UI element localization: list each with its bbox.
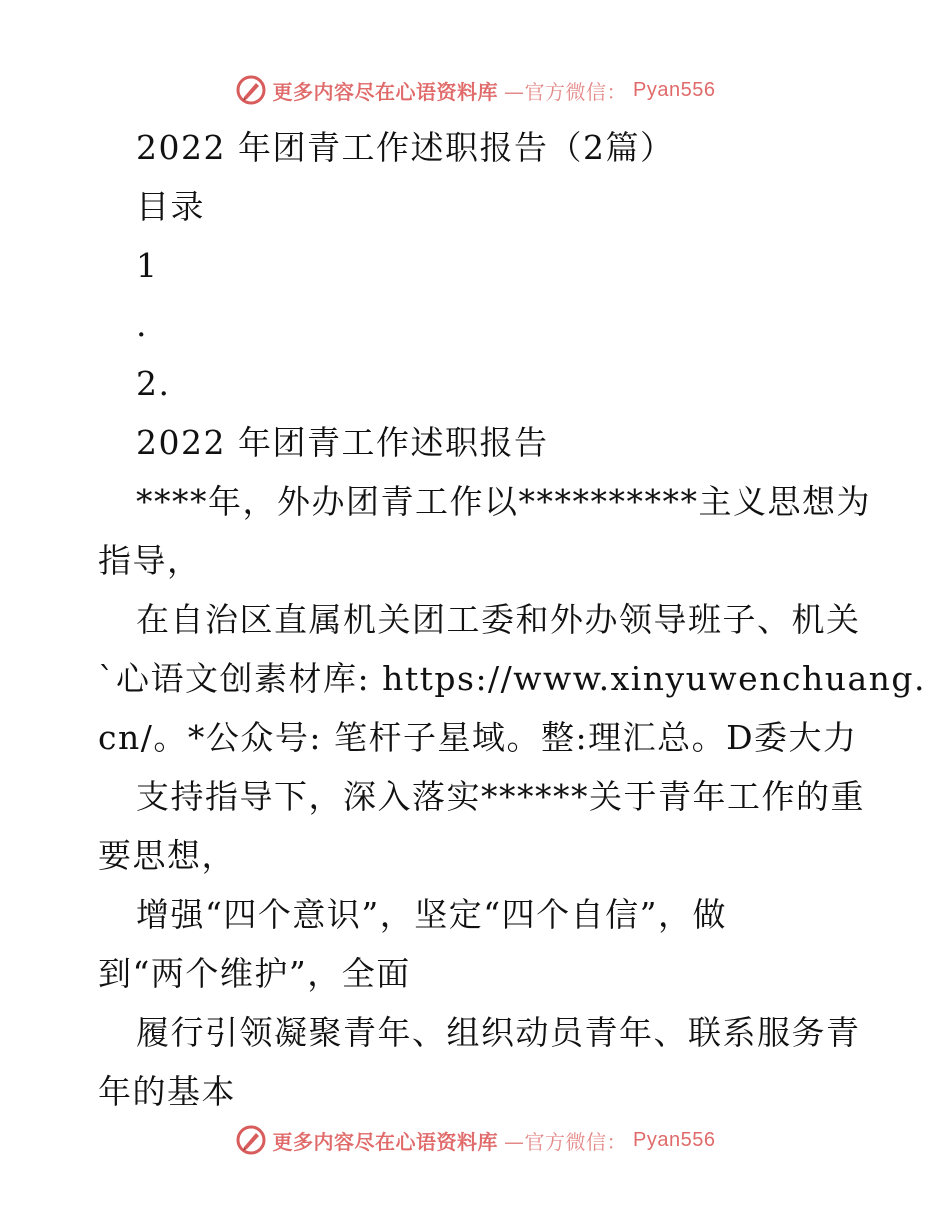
toc-item-2: 2. xyxy=(136,364,171,403)
paragraph-line: 增强“四个意识”，坚定“四个自信”，做 xyxy=(136,895,727,934)
paragraph-line: 要思想， xyxy=(98,836,236,875)
paragraph-line: 指导， xyxy=(98,541,202,580)
footer-watermark xyxy=(0,1120,950,1160)
paragraph-line: ˋ心语文创素材库: https://www.xinyuwenchuang. xyxy=(98,659,926,698)
watermark-wechat-id: Pyan556 xyxy=(633,1128,716,1151)
paragraph-line: 年的基本 xyxy=(98,1072,236,1111)
watermark-wechat-id: Pyan556 xyxy=(633,78,716,101)
document-body xyxy=(98,118,926,1121)
paragraph-line: 在自治区直属机关团工委和外办领导班子、机关 xyxy=(136,600,861,639)
toc-heading: 目录 xyxy=(136,187,205,226)
paragraph-line: cn/。*公众号: 笔杆子星域。整:理汇总。D委大力 xyxy=(98,718,858,757)
pen-logo-icon xyxy=(235,1124,267,1156)
pen-logo-icon xyxy=(235,74,267,106)
paragraph-line: 到“两个维护”，全面 xyxy=(98,954,411,993)
header-watermark xyxy=(0,70,950,110)
paragraph-line: ****年，外办团青工作以**********主义思想为 xyxy=(136,482,871,521)
watermark-wechat-label: —官方微信： xyxy=(504,79,628,104)
watermark-wechat-label: —官方微信： xyxy=(504,1129,628,1154)
watermark-site-name: 更多内容尽在心语资料库 xyxy=(272,1129,499,1154)
paragraph-line: 履行引领凝聚青年、组织动员青年、联系服务青 xyxy=(136,1013,861,1052)
toc-item-1: 1 xyxy=(136,246,159,285)
watermark-site-name: 更多内容尽在心语资料库 xyxy=(272,79,499,104)
section-title: 2022 年团青工作述职报告 xyxy=(136,423,549,462)
toc-item-1-dot: . xyxy=(136,305,148,344)
paragraph-line: 支持指导下，深入落实******关于青年工作的重 xyxy=(136,777,865,816)
document-title: 2022 年团青工作述职报告（2篇） xyxy=(136,128,675,167)
